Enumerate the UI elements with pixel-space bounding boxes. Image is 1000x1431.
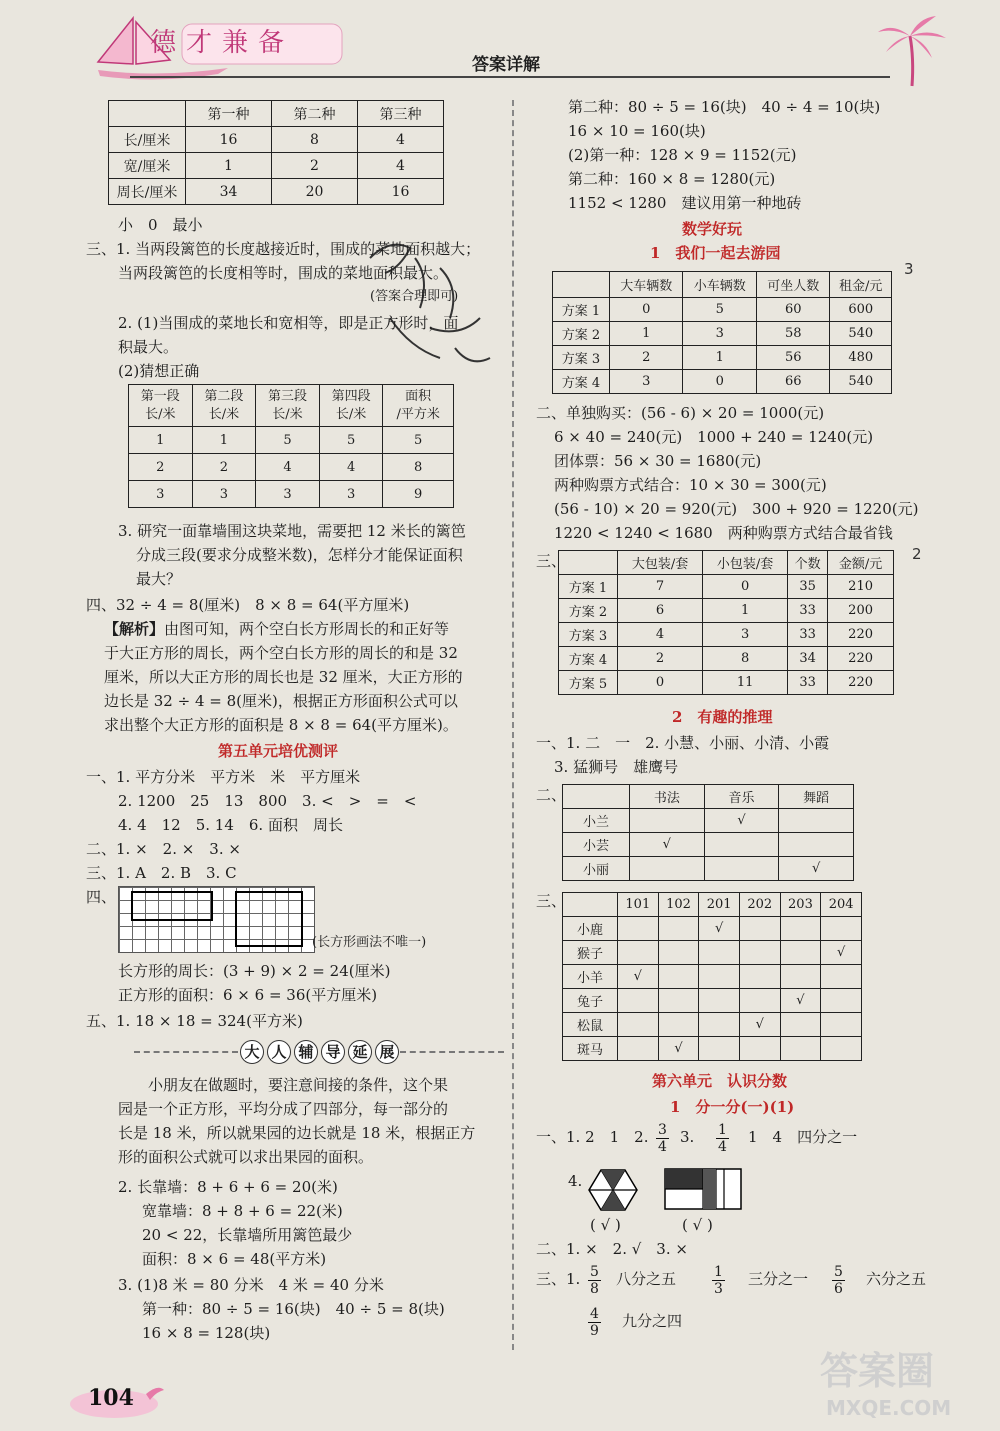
answer-line: 二、1. × 2. × 3. × [86, 840, 241, 858]
answer-line: 正方形的面积：6 × 6 = 36(平方厘米) [118, 986, 378, 1004]
answer-line: 积最大。 [118, 338, 179, 356]
page-number: 104 [88, 1385, 134, 1411]
note-rule-right [400, 1051, 504, 1053]
logo-text: 德才兼备 [150, 28, 295, 58]
answer-line: 当两段篱笆的长度相等时，围成的菜地面积最大。 [118, 264, 449, 282]
answer-line: 长方形的周长：(3 + 9) × 2 = 24(厘米) [118, 962, 391, 980]
answer-line: 3. 研究一面靠墙围这块菜地，需要把 12 米长的篱笆 [118, 522, 466, 540]
answer-line: 两种购票方式结合：10 × 30 = 300(元) [554, 476, 827, 494]
answer-line: 四、32 ÷ 4 = 8(厘米) 8 × 8 = 64(平方厘米) [86, 596, 410, 614]
answer-line: 3. [680, 1128, 695, 1146]
note-line: 园是一个正方形，平均分成了四部分，每一部分的 [118, 1100, 449, 1118]
fence-length-table: 第一段 长/米 第二段 长/米 第三段 长/米 第四段 长/米 面积 /平方米 1 1 5 5 5 2 2 4 4 8 3 3 3 3 9 [128, 384, 454, 508]
answer-line: 3. (1)8 米 = 80 分米 4 米 = 40 分米 [118, 1276, 384, 1294]
answer-line: 1 4 四分之一 [748, 1128, 858, 1146]
question-label: 三、 [536, 552, 567, 570]
fraction: $\frac{5}{8}$ [590, 1264, 599, 1297]
fraction-words: 九分之四 [622, 1312, 683, 1330]
answer-line: 宽靠墙：8 + 8 + 6 = 22(米) [142, 1202, 343, 1220]
answer-line: 4. 4 12 5. 14 6. 面积 周长 [118, 816, 343, 834]
side-mark-2: 2 [912, 545, 922, 563]
answer-line: 二、1. × 2. √ 3. × [536, 1240, 688, 1258]
fraction-words: 八分之五 [616, 1270, 677, 1288]
answer-line: 16 × 10 = 160(块) [568, 122, 706, 140]
fraction-words: 六分之五 [866, 1270, 927, 1288]
rectangle-parts-icon [664, 1168, 742, 1210]
fraction: $\frac{5}{6}$ [834, 1264, 843, 1297]
package-plan-table: 大包装/套 小包装/套 个数 金额/元 方案 1 7 0 35 210 方案 2 6 1 33 200 方案 3 4 3 33 220 方案 4 2 8 34 220 方案 5 0 11 33 220 [558, 550, 894, 695]
hexagon-icon [588, 1168, 638, 1212]
answer-line: 1152 < 1280 建议用第一种地砖 [568, 194, 802, 212]
note-heading: 大 人 辅 导 延 展 [240, 1040, 402, 1064]
reasoning-table-rooms: 101 102 201 202 203 204 小鹿 √ 猴子 √ 小羊 √ 兔子 √ 松鼠 √ 斑马 √ [562, 892, 862, 1061]
analysis-line: 【解析】由图可知，两个空白长方形周长的和正好等 [104, 620, 450, 638]
answer-note: (答案合理即可) [370, 289, 459, 304]
fun2-heading: 2 有趣的推理 [672, 708, 773, 726]
analysis-line: 于大正方形的周长，两个空白长方形的周长的和是 32 [104, 644, 458, 662]
unit6-heading: 第六单元 认识分数 [652, 1072, 788, 1090]
rental-plan-table: 大车辆数 小车辆数 可坐人数 租金/元 方案 1 0 5 60 600 方案 2 1 3 58 540 方案 3 2 1 56 480 方案 4 3 0 66 540 [552, 271, 892, 394]
answer-line: 一、1. 2 1 2. [536, 1128, 649, 1146]
answer-line: 3. 猛狮号 雄鹰号 [554, 758, 679, 776]
header-rule [130, 76, 890, 78]
answer-line: 四、 [86, 888, 117, 906]
answer-line: 20 < 22，长靠墙所用篱笆最少 [142, 1226, 353, 1244]
fraction-words: 三分之一 [748, 1270, 809, 1288]
fraction: $\frac{1}{3}$ [714, 1264, 723, 1297]
unit6-subheading: 1 分一分(一)(1) [670, 1098, 795, 1116]
note-line: 形的面积公式就可以求出果园的面积。 [118, 1148, 374, 1166]
answer-line: 最大？ [136, 570, 182, 588]
answer-line: 2. 长靠墙：8 + 6 + 6 = 20(米) [118, 1178, 338, 1196]
question-label: 二、 [536, 786, 567, 804]
fraction: $\frac{1}{4}$ [718, 1122, 727, 1155]
reasoning-table-hobbies: 书法 音乐 舞蹈 小兰 √ 小芸 √ 小丽 √ [562, 784, 854, 881]
answer-line: 6 × 40 = 240(元) 1000 + 240 = 1240(元) [554, 428, 874, 446]
fun-heading: 数学好玩 [682, 220, 743, 238]
answer-note: (长方形画法不唯一) [312, 935, 427, 950]
page-title: 答案详解 [472, 55, 540, 75]
watermark-site: MXQE.COM [826, 1396, 952, 1420]
answer-mark: ( √ ) [682, 1216, 713, 1234]
answer-line: 2. (1)当围成的菜地长和宽相等，即是正方形时，面 [118, 314, 459, 332]
rectangle-table: 第一种 第二种 第三种 长/厘米 16 8 4 宽/厘米 1 2 4 周长/厘米 34 20 16 [108, 100, 444, 205]
answer-line: (2)第一种：128 × 9 = 1152(元) [568, 146, 797, 164]
answer-line: 16 × 8 = 128(块) [142, 1324, 271, 1342]
fraction: $\frac{4}{9}$ [590, 1306, 599, 1339]
answer-line: (2)猜想正确 [118, 362, 200, 380]
palm-tree-icon [872, 8, 952, 88]
note-line: 小朋友在做题时，要注意间接的条件，这个果 [148, 1076, 449, 1094]
analysis-line: 边长是 32 ÷ 4 = 8(厘米)，根据正方形面积公式可以 [104, 692, 458, 710]
answer-line: 三、1. A 2. B 3. C [86, 864, 237, 882]
fun1-heading: 1 我们一起去游园 [650, 244, 781, 262]
answer-line: 小 0 最小 [118, 216, 203, 234]
answer-line: 一、1. 二 一 2. 小慧、小丽、小清、小霞 [536, 734, 830, 752]
watermark-text: 答案圈 [820, 1349, 935, 1393]
answer-mark: ( √ ) [590, 1216, 621, 1234]
answer-line: 4. [568, 1172, 583, 1190]
answer-line: 团体票：56 × 30 = 1680(元) [554, 452, 762, 470]
answer-line: 三、1. [536, 1270, 581, 1288]
answer-line: 第一种：80 ÷ 5 = 16(块) 40 ÷ 5 = 8(块) [142, 1300, 445, 1318]
analysis-line: 厘米，所以大正方形的周长也是 32 厘米，大正方形的 [104, 668, 463, 686]
answer-line: 2. 1200 25 13 800 3. < > = < [118, 792, 417, 810]
drawn-square [235, 891, 303, 947]
answer-line: 面积：8 × 6 = 48(平方米) [142, 1250, 327, 1268]
analysis-line: 求出整个大正方形的面积是 8 × 8 = 64(平方厘米)。 [104, 716, 458, 734]
drawn-rectangle [131, 891, 213, 921]
answer-line: 二、单独购买：(56 - 6) × 20 = 1000(元) [536, 404, 825, 422]
unit5-heading: 第五单元培优测评 [218, 742, 339, 760]
side-mark-3: 3 [904, 260, 914, 278]
answer-line: 分成三段(要求分成整米数)，怎样分才能保证面积 [136, 546, 463, 564]
answer-line: 第二种：160 × 8 = 1280(元) [568, 170, 776, 188]
analysis-label: 【解析】 [104, 620, 165, 638]
page-header [0, 0, 1000, 92]
note-rule-left [134, 1051, 238, 1053]
answer-line: 五、1. 18 × 18 = 324(平方米) [86, 1012, 303, 1030]
note-line: 长是 18 米，所以就果园的边长就是 18 米，根据正方 [118, 1124, 476, 1142]
answer-line: 1220 < 1240 < 1680 两种购票方式结合最省钱 [554, 524, 893, 542]
question-label: 三、 [536, 892, 567, 910]
fraction: $\frac{3}{4}$ [658, 1122, 667, 1155]
answer-line: 三、1. 当两段篱笆的长度越接近时，围成的菜地面积越大； [86, 240, 481, 258]
answer-line: (56 - 10) × 20 = 920(元) 300 + 920 = 1220(元) [554, 500, 919, 518]
answer-line: 第二种：80 ÷ 5 = 16(块) 40 ÷ 4 = 10(块) [568, 98, 881, 116]
answer-line: 一、1. 平方分米 平方米 米 平方厘米 [86, 768, 361, 786]
